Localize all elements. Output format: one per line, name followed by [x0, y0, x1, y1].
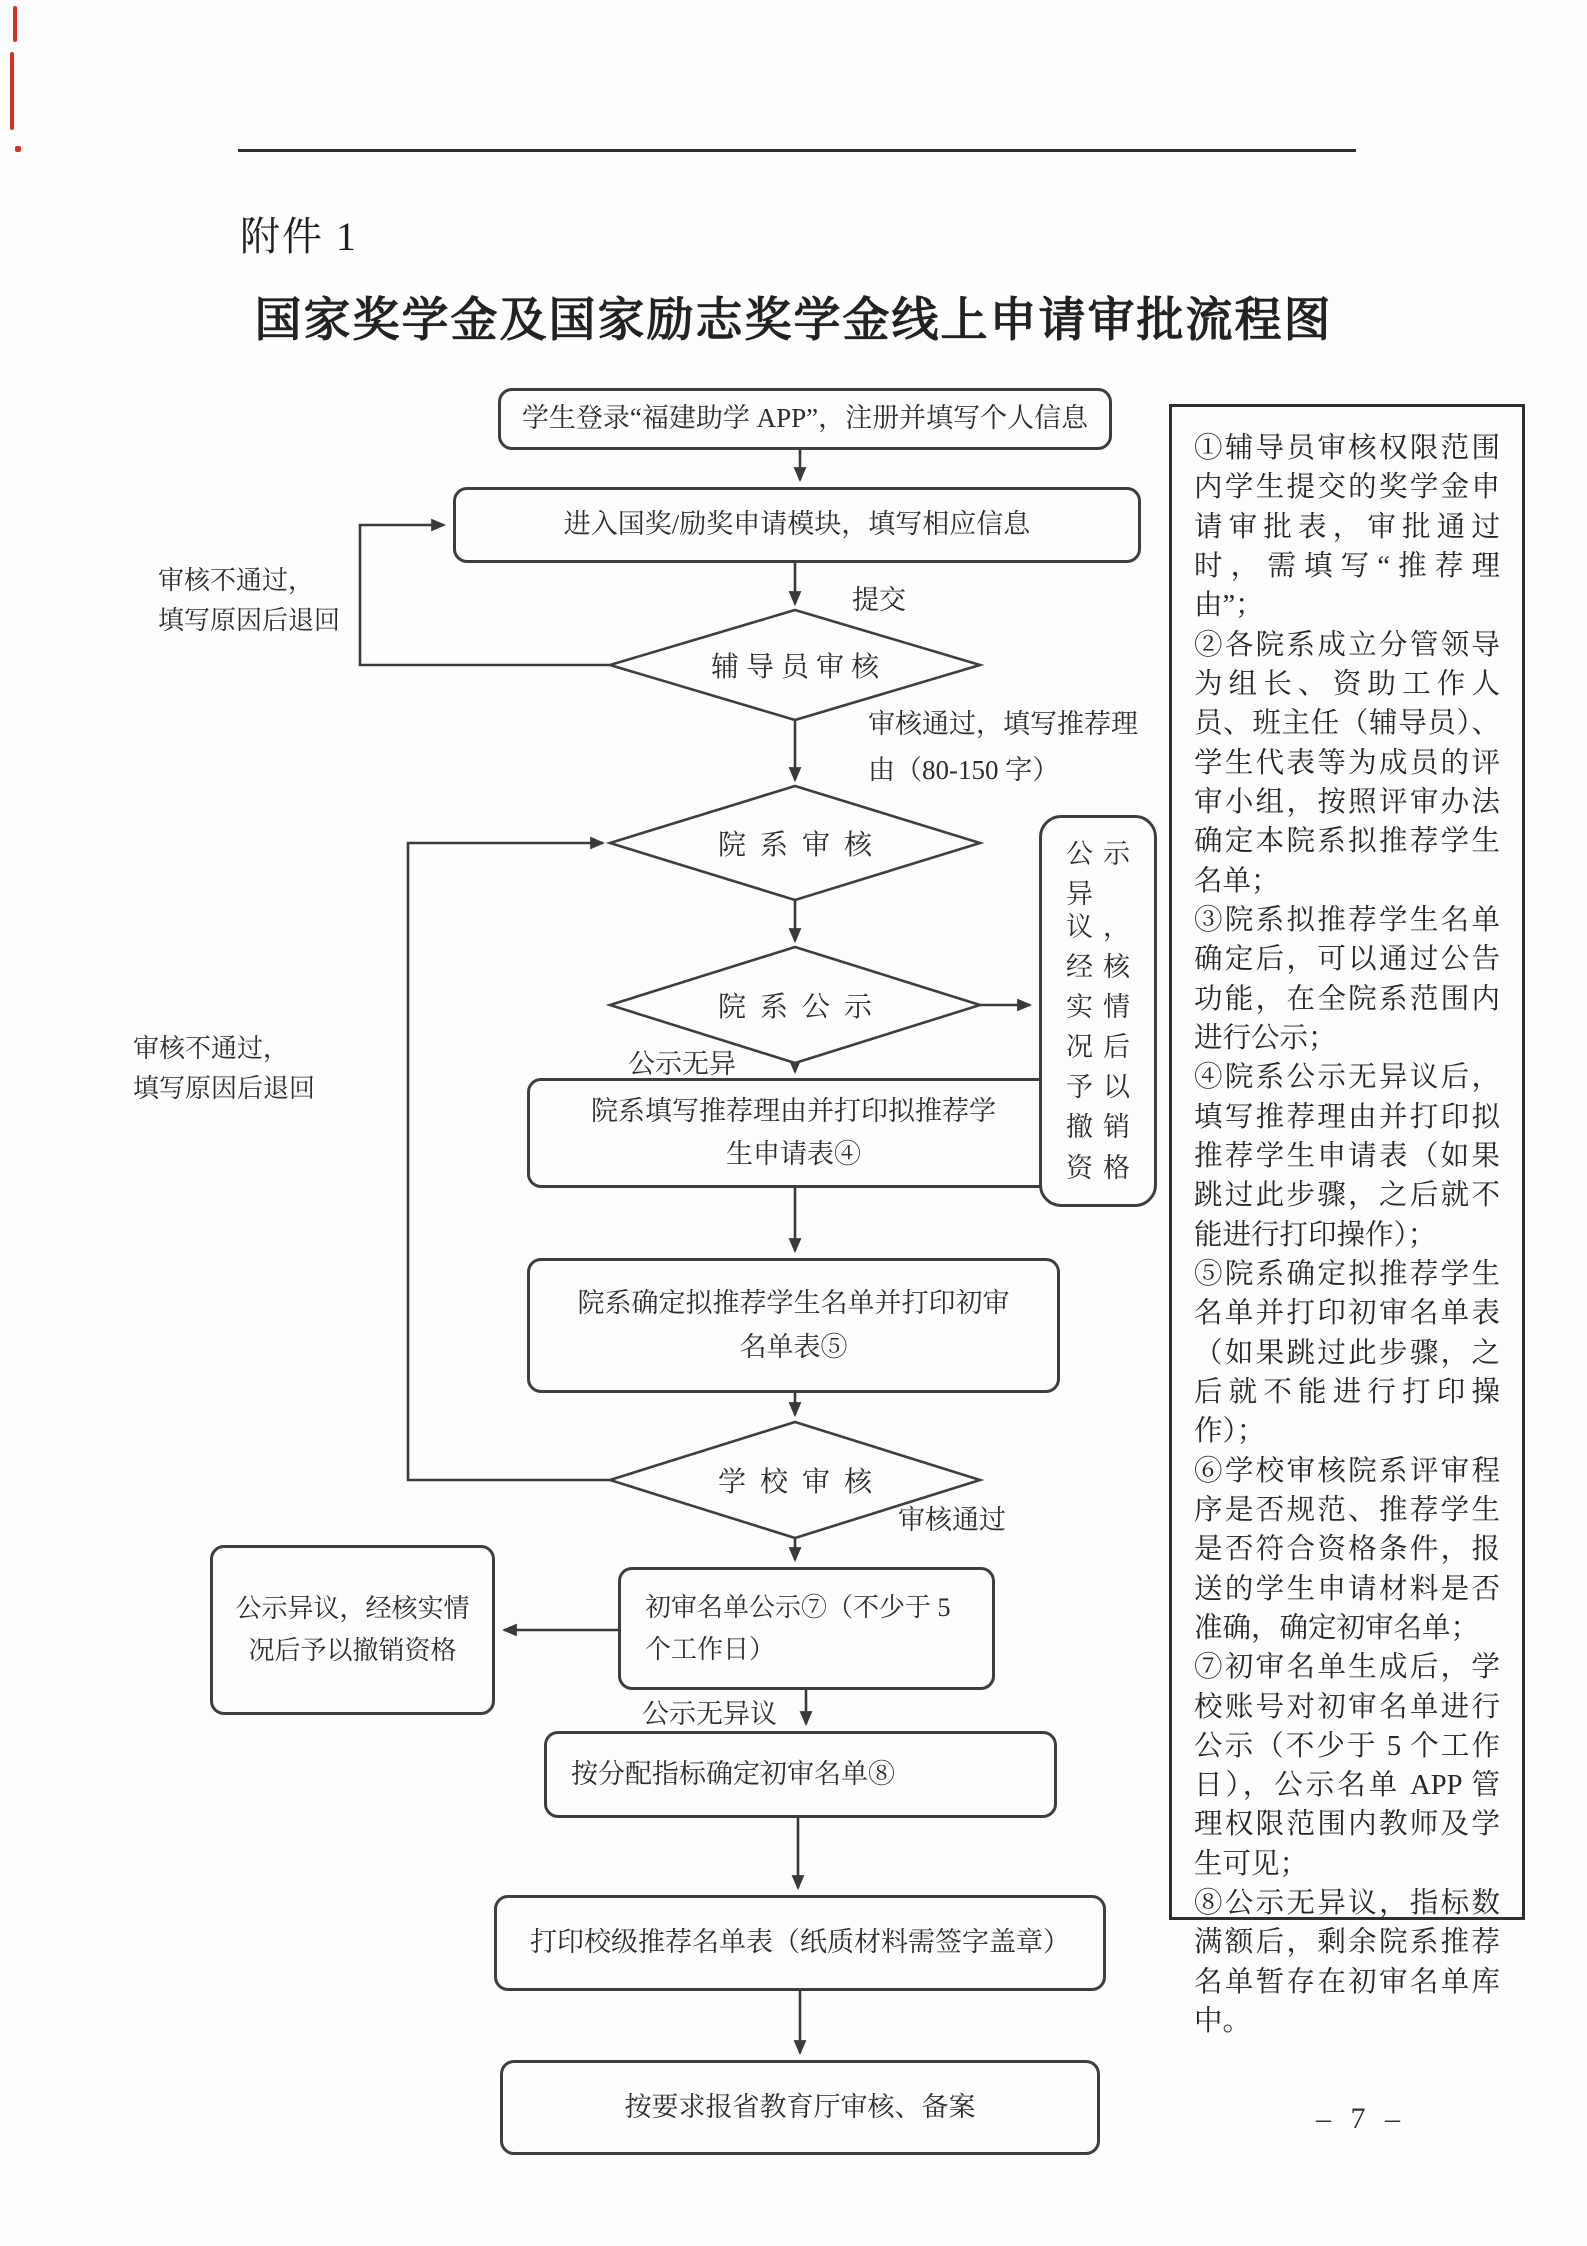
flow-box-report-provincial [500, 2060, 1100, 2155]
flow-box-prelim-publicity [618, 1567, 995, 1690]
objection-left-line1: 公示异议，经核实情 [235, 1594, 470, 1624]
page-number: – 7 – [1316, 2102, 1406, 2135]
edge-label-pass-reason-line1: 审核通过，填写推荐理 [868, 709, 1138, 739]
flow-box-objection-side [1039, 815, 1157, 1207]
objection-left-line2: 况后予以撤销资格 [248, 1636, 457, 1665]
edge-label-submit: 提交 [852, 585, 906, 615]
edge-label-publicity-no-objection: 公示无异议 [642, 1699, 777, 1729]
notes-panel [1169, 404, 1525, 2038]
prelim-publicity-line1: 初审名单公示⑦（不少于 5 [645, 1592, 951, 1622]
dept-fill-print-line2: 生申请表④ [726, 1139, 861, 1169]
flow-box-login-text: 学生登录“福建助学 APP”，注册并填写个人信息 [521, 403, 1089, 434]
edge-label-publicity-ok: 公示无异 [628, 1049, 736, 1079]
dept-fill-print-line1: 院系填写推荐理由并打印拟推荐学 [591, 1095, 996, 1126]
flow-box-quota-confirm [544, 1731, 1057, 1818]
flow-box-objection-left [210, 1545, 495, 1715]
flow-box-login [498, 388, 1112, 450]
counselor-review-label: 辅导员审核 [710, 652, 886, 683]
flow-box-dept-confirm-print [527, 1258, 1060, 1393]
objection-side-line: 况后 [1066, 1032, 1130, 1063]
note-item-8: ⑧公示无异议，指标数满额后，剩余院系推荐名单暂存在初审名单库中。 [1194, 1888, 1500, 2038]
reject-label-top-line2: 填写原因后退回 [158, 606, 341, 635]
flow-box-enter-module [453, 487, 1141, 563]
objection-side-line: 实情 [1066, 991, 1130, 1022]
print-school-list-text: 打印校级推荐名单表（纸质材料需签字盖章） [530, 1927, 1070, 1958]
note-item-1: ①辅导员审核权限范围内学生提交的奖学金申请审批表，审批通过时，需填写“推荐理由”； [1194, 433, 1500, 622]
objection-side-line: 予以 [1066, 1072, 1130, 1103]
flow-box-enter-module-text: 进入国奖/励奖申请模块，填写相应信息 [563, 509, 1031, 540]
objection-side-line: 经核 [1066, 951, 1130, 982]
reject-label-mid-line2: 填写原因后退回 [133, 1074, 316, 1103]
flow-box-print-school-list [494, 1895, 1106, 1991]
objection-side-line: 撤销 [1066, 1112, 1130, 1143]
objection-side-line: 资格 [1066, 1152, 1130, 1183]
school-review-label: 学校审核 [717, 1467, 886, 1498]
note-item-7: ⑦初审名单生成后，学校账号对初审名单进行公示（不少于 5 个工作日），公示名单 APP 管理权限范围内教师及学生可见； [1194, 1652, 1500, 1880]
report-provincial-text: 按要求报省教育厅审核、备案 [624, 2091, 976, 2122]
objection-side-line: 公示 [1066, 839, 1130, 869]
note-item-6: ⑥学校审核院系评审程序是否规范、推荐学生是否符合资格条件，报送的学生申请材料是否准确，确定初审名单； [1194, 1455, 1500, 1644]
reject-label-mid-line1: 审核不通过， [133, 1034, 290, 1063]
edge-label-pass-reason-line2: 由（80-150 字） [868, 755, 1060, 785]
dept-review-label: 院系审核 [717, 830, 886, 861]
flow-box-dept-fill-print [527, 1078, 1060, 1188]
note-item-2: ②各院系成立分管领导为组长、资助工作人员、班主任（辅导员）、学生代表等为成员的评审小组，按照评审办法确定本院系拟推荐学生名单； [1194, 629, 1500, 897]
prelim-publicity-line2: 个工作日） [645, 1634, 776, 1664]
reject-label-top-line1: 审核不通过， [158, 566, 315, 595]
attachment-label: 附件 1 [240, 214, 358, 259]
dept-publicity-label: 院系公示 [717, 992, 886, 1023]
page-title: 国家奖学金及国家励志奖学金线上申请审批流程图 [254, 295, 1333, 347]
note-item-3: ③院系拟推荐学生名单确定后，可以通过公告功能，在全院系范围内进行公示； [1194, 904, 1500, 1054]
dept-confirm-print-line2: 名单表⑤ [739, 1331, 848, 1362]
objection-side-line: 异议， [1066, 879, 1130, 942]
dept-confirm-print-line1: 院系确定拟推荐学生名单并打印初审 [577, 1288, 1010, 1319]
edge-label-review-pass: 审核通过 [898, 1505, 1006, 1535]
note-item-4: ④院系公示无异议后，填写推荐理由并打印拟推荐学生申请表（如果跳过此步骤，之后就不能进行打印操作）； [1194, 1062, 1500, 1251]
note-item-5: ⑤院系确定拟推荐学生名单并打印初审名单表（如果跳过此步骤，之后就不能进行打印操作）； [1194, 1258, 1500, 1448]
quota-confirm-text: 按分配指标确定初审名单⑧ [571, 1758, 895, 1789]
